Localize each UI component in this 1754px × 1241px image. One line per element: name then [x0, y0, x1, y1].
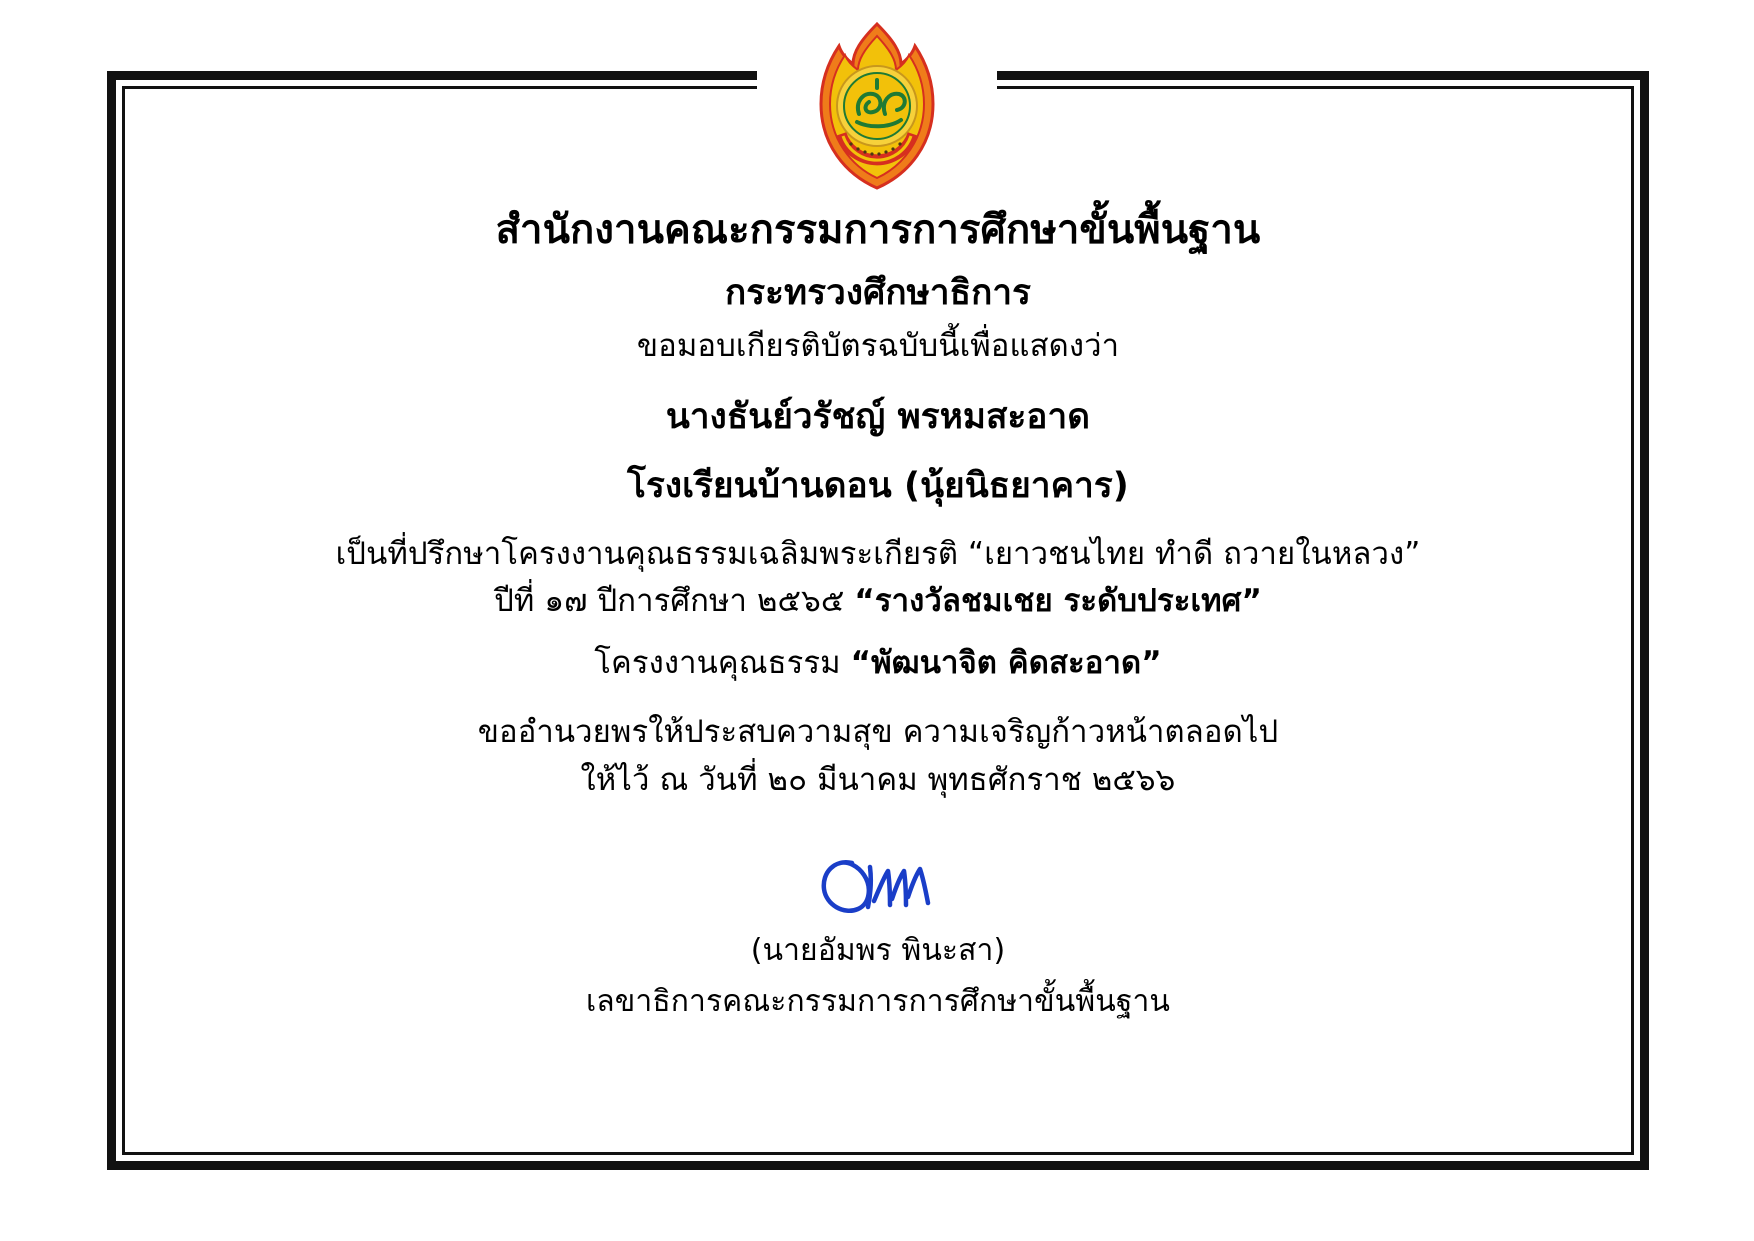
- ministry-title: กระทรวงศึกษาธิการ: [724, 272, 1032, 313]
- blessing-line: ขออำนวยพรให้ประสบความสุข ความเจริญก้าวหน้าตลอดไป: [477, 714, 1279, 751]
- signer-title: เลขาธิการคณะกรรมการการศึกษาขั้นพื้นฐาน: [585, 983, 1171, 1019]
- school-name: โรงเรียนบ้านดอน (นุ้ยนิธยาคาร): [627, 465, 1129, 506]
- certificate-content: [122, 86, 1634, 1155]
- project-label: โครงงานคุณธรรม: [594, 644, 851, 681]
- award-label: “รางวัลชมเชย ระดับประเทศ”: [854, 583, 1262, 620]
- year-line-prefix: ปีที่ ๑๗ ปีการศึกษา ๒๕๖๕: [494, 583, 855, 620]
- recipient-name: นางธันย์วรัชญ์ พรหมสะอาด: [665, 397, 1091, 438]
- role-line: เป็นที่ปรึกษาโครงงานคุณธรรมเฉลิมพระเกียรติ “เยาวชนไทย ทำดี ถวายในหลวง”: [335, 535, 1421, 572]
- year-and-award-line: [122, 581, 1634, 623]
- organization-title: สำนักงานคณะกรรมการการศึกษาขั้นพื้นฐาน: [495, 207, 1261, 253]
- project-line: [122, 643, 1634, 685]
- project-name: “พัฒนาจิต คิดสะอาด”: [850, 644, 1162, 681]
- issue-date-line: ให้ไว้ ณ วันที่ ๒๐ มีนาคม พุทธศักราช ๒๕๖๖: [580, 761, 1176, 798]
- intro-text: ขอมอบเกียรติบัตรฉบับนี้เพื่อแสดงว่า: [636, 328, 1120, 365]
- obec-garuda-emblem-icon: [797, 22, 957, 192]
- handwritten-signature-icon: [122, 843, 1634, 929]
- signature-block: [122, 843, 1634, 1021]
- signer-name: (นายอัมพร พินะสา): [750, 933, 1006, 969]
